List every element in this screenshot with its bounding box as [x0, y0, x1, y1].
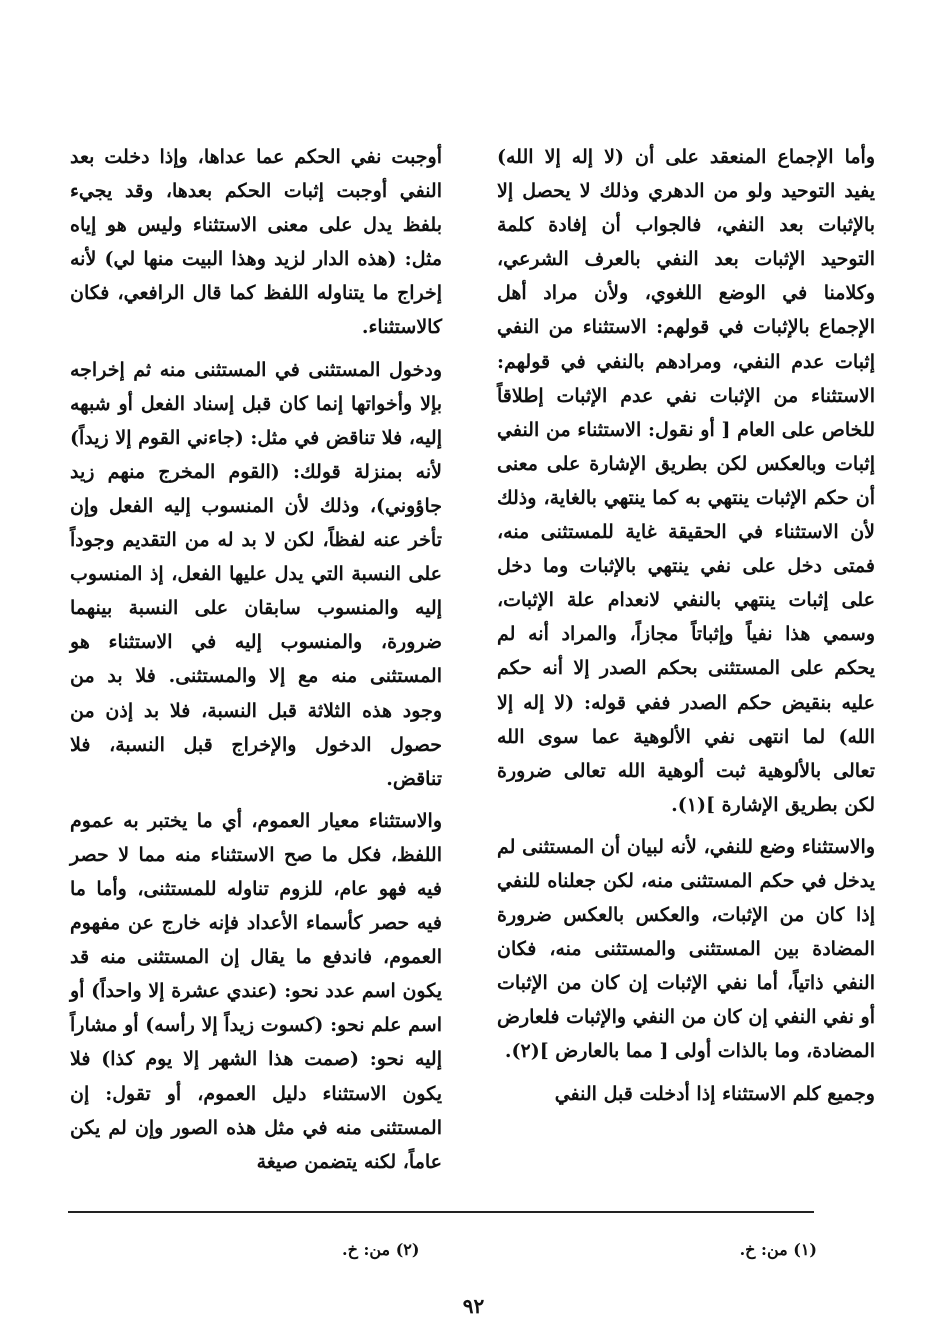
right-text-column [497, 140, 875, 1119]
paragraph: أوجبت نفي الحكم عما عداها، وإذا دخلت بعد النفي أوجبت إثبات الحكم بعدها، وقد يجيء بلفظ يدل على معنى الاستثناء وليس هو إياه مثل: (هذه الدار لزيد وهذا البيت منها لي) لأنه إخراج ما يتناوله اللفظ كما قال الرافعي، فكان كالاستثناء. [70, 146, 442, 339]
paragraph: والاستثناء وضع للنفي، لأنه لبيان أن المستثنى لم يدخل في حكم المستثنى منه، لكن جعلناه للنفي إذا كان من الإثبات، والعكس بالعكس ضرورة المضادة بين المستثنى والمستثنى منه، فكان النفي ذاتياً، أما نفي الإثبات إن كان من الإثبات أو نفي النفي إن كان من النفي والإثبات فلعارض المضادة، وما بالذات أولى [ مما بالعارض ](٢). [497, 835, 875, 1063]
footnote-divider [68, 1211, 814, 1213]
footnote-1: (١) من: خ. [739, 1240, 817, 1259]
paragraph: وجميع كلم الاستثناء إذا أدخلت قبل النفي [554, 1082, 875, 1105]
left-text-column [70, 140, 442, 1187]
paragraph: والاستثناء معيار العموم، أي ما يختبر به عموم اللفظ، فكل ما صح الاستثناء منه مما لا حصر فيه فهو عام، للزوم تناوله للمستثنى، وأما ما فيه حصر كأسماء الأعداد فإنه خارج عن مفهوم العموم، فاندفع ما يقال إن المستثنى منه قد يكون اسم عدد نحو: (عندي عشرة إلا واحداً) أو اسم علم نحو: (كسوت زيداً إلا رأسه) أو مشاراً إليه نحو: (صمت هذا الشهر إلا يوم كذا) فلا يكون الاستثناء دليل العموم، أو تقول: إن المستثنى منه في مثل هذه الصور وإن لم يكن عاماً، لكنه يتضمن صيغة [70, 809, 442, 1173]
paragraph: ودخول المستثنى في المستثنى منه ثم إخراجه بإلا وأخواتها إنما كان قبل إسناد الفعل أو شبهه إليه، فلا تناقض في مثل: (جاءني القوم إلا زيداً) لأنه بمنزلة قولك: (القوم المخرج منهم زيد جاؤوني)، وذلك لأن المنسوب إليه الفعل وإن تأخر عنه لفظاً، لكن لا بد له من التقديم وجوداً على النسبة التي يدل عليها الفعل، إذ المنسوب إليه والمنسوب سابقان على النسبة بينهما ضرورة، والمنسوب إليه في الاستثناء هو المستثنى منه مع إلا والمستثنى. فلا بد من وجود هذه الثلاثة قبل النسبة، فلا بد إذن من حصول الدخول والإخراج قبل النسبة، فلا تناقض. [70, 358, 442, 790]
footnote-2: (٢) من: خ. [342, 1240, 420, 1259]
page-number: ٩٢ [462, 1294, 485, 1318]
paragraph: وأما الإجماع المنعقد على أن (لا إله إلا الله) يفيد التوحيد ولو من الدهري وذلك لا يحصل إلا بالإثبات بعد النفي، فالجواب أن إفادة كلمة التوحيد الإثبات بعد النفي بالعرف الشرعي، وكلامنا في الوضع اللغوي، ولأن مراد أهل الإجماع بالإثبات في قولهم: الاستثناء من النفي إثبات عدم النفي، ومرادهم بالنفي في قولهم: الاستثناء من الإثبات نفي عدم الإثبات إطلاقاً للخاص على العام [ أو نقول: الاستثناء من النفي إثبات وبالعكس لكن بطريق الإشارة على معنى أن حكم الإثبات ينتهي به كما ينتهي بالغاية، وذلك لأن الاستثناء في الحقيقة غاية للمستثنى منه، فمتى دخل على نفي ينتهي بالإثبات وما دخل على إثبات ينتهي بالنفي لانعدام علة الإثبات، وسمي هذا نفياً وإثباتاً مجازاً، والمراد أنه لم يحكم على المستثنى بحكم الصدر إلا أنه حكم عليه بنقيض حكم الصدر ففي قوله: (لا إله إلا الله) لما انتهى نفي الألوهية عما سوى الله تعالى بالألوهية ثبت ألوهية الله تعالى ضرورة لكن بطريق الإشارة ](١). [497, 146, 875, 816]
